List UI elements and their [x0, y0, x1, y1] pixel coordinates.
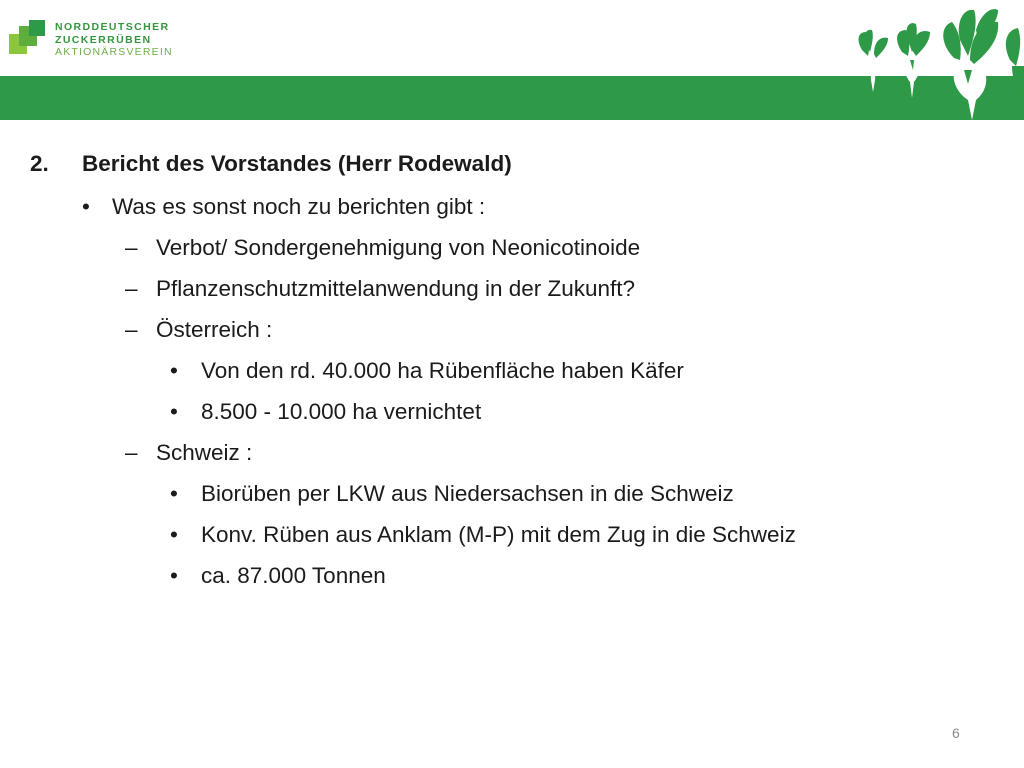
sub-sub-item-text: Biorüben per LKW aus Niedersachsen in die Schweiz — [201, 481, 734, 506]
logo-line-2: ZUCKERRÜBEN — [55, 33, 152, 46]
bullet-marker: • — [170, 399, 178, 424]
sub-sub-item-text: Von den rd. 40.000 ha Rübenfläche haben Käfer — [201, 358, 684, 383]
bullet-marker: • — [170, 481, 178, 506]
sub-item-text: Pflanzenschutzmittelanwendung in der Zukunft? — [156, 276, 636, 301]
company-logo — [9, 20, 179, 62]
bullet-marker: • — [170, 358, 178, 383]
sub-item-text: Schweiz : — [156, 440, 253, 465]
bullet-marker: • — [170, 563, 178, 588]
bullet-marker: • — [170, 522, 178, 547]
slide-header — [0, 0, 1024, 122]
dash-marker: – — [125, 276, 138, 301]
bullet-marker: • — [82, 194, 90, 219]
sub-item-text: Österreich : — [156, 317, 273, 342]
sub-sub-item-text: ca. 87.000 Tonnen — [201, 563, 386, 588]
page-number: 6 — [952, 725, 960, 741]
sub-sub-item-text: 8.500 - 10.000 ha vernichtet — [201, 399, 482, 424]
logo-line-3: AKTIONÄRSVEREIN — [55, 46, 173, 58]
slide-heading: Bericht des Vorstandes (Herr Rodewald) — [82, 151, 512, 176]
dash-marker: – — [125, 317, 138, 342]
sub-sub-item-text: Konv. Rüben aus Anklam (M-P) mit dem Zug in die Schweiz — [201, 522, 796, 547]
logo-line-1: NORDDEUTSCHER — [55, 21, 170, 33]
dash-marker: – — [125, 235, 138, 260]
dash-marker: – — [125, 440, 138, 465]
sub-item-text: Verbot/ Sondergenehmigung von Neonicotinoide — [156, 235, 641, 260]
bullet-text: Was es sonst noch zu berichten gibt : — [112, 194, 486, 219]
agenda-number: 2. — [30, 151, 49, 176]
logo-squares-icon — [9, 20, 47, 56]
sugar-beet-plants-icon — [852, 0, 1024, 122]
logo-text — [55, 21, 173, 59]
